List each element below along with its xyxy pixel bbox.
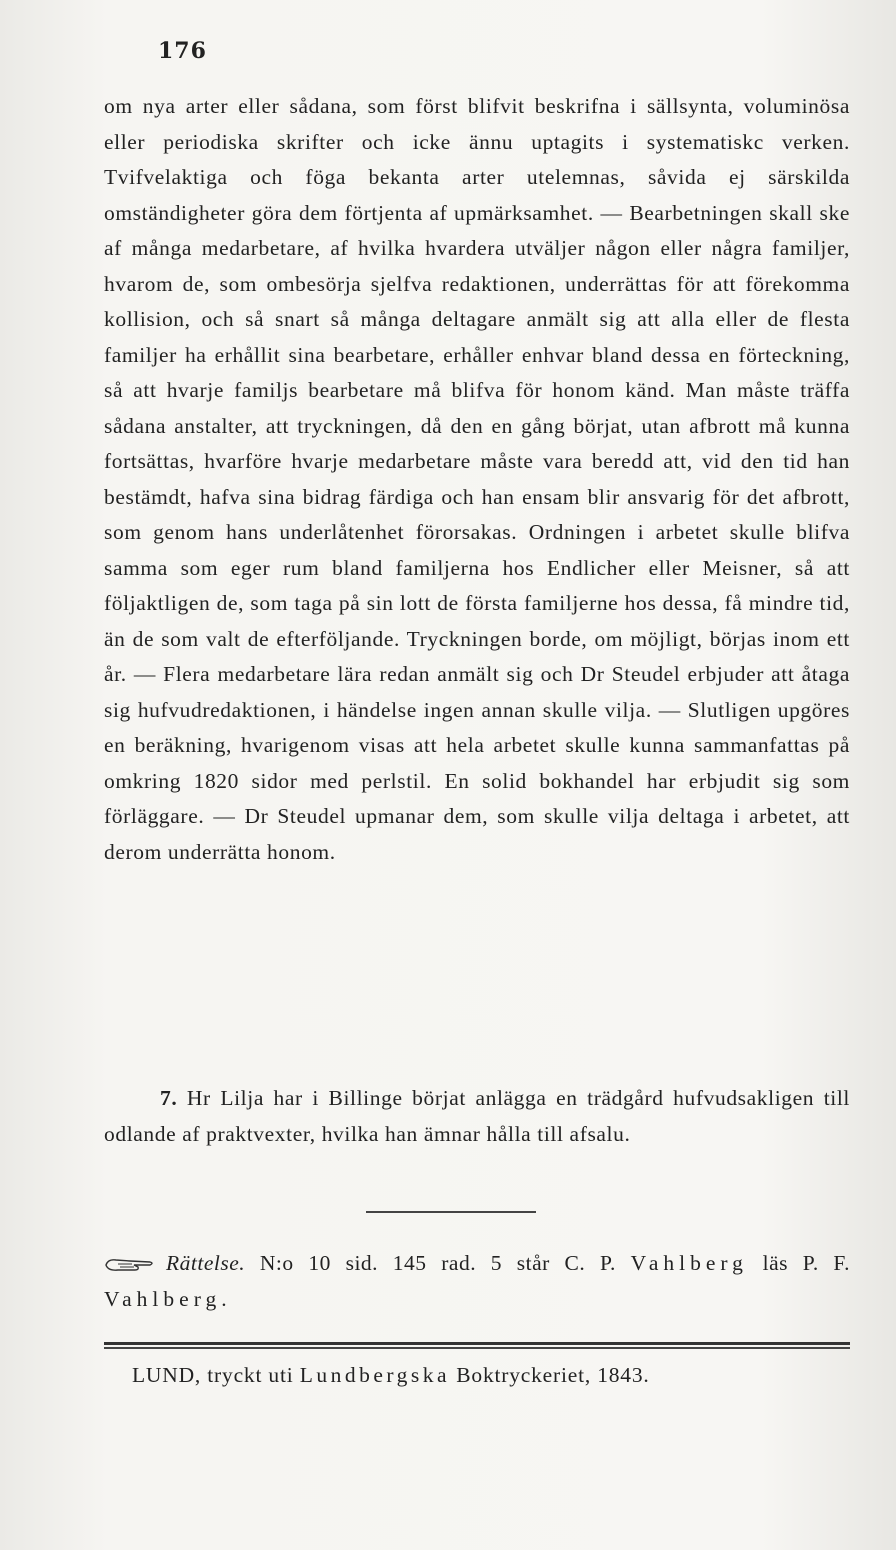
item-number: 7.	[160, 1086, 178, 1110]
imprint-printed: tryckt uti	[207, 1363, 294, 1387]
pointing-hand-icon	[104, 1256, 156, 1274]
section-divider	[366, 1211, 536, 1213]
erratum-correction: läs P. F.	[762, 1251, 851, 1275]
imprint-double-rule	[104, 1342, 850, 1350]
page-number: 176	[158, 38, 207, 64]
erratum-title: Rättelse.	[166, 1251, 246, 1275]
erratum-right-name: Vahlberg.	[104, 1286, 232, 1311]
imprint-printer-name: Lundbergska	[299, 1363, 451, 1387]
printer-imprint	[132, 1363, 650, 1388]
erratum-reference: N:o 10 sid. 145 rad. 5 står C. P.	[259, 1251, 616, 1275]
item-text: Hr Lilja har i Billinge börjat anlägga en trädgård hufvudsakligen till odlande af praktvexter, hvilka han ämnar hålla till afsalu.	[104, 1086, 850, 1146]
erratum-wrong-name: Vahlberg	[630, 1251, 748, 1275]
imprint-city: LUND,	[132, 1363, 202, 1387]
imprint-press: Boktryckeriet, 1843.	[456, 1363, 650, 1387]
erratum-note	[104, 1246, 850, 1317]
news-item-paragraph	[104, 1081, 850, 1152]
main-paragraph: om nya arter eller sådana, som först blifvit beskrifna i sällsynta, voluminösa eller periodiska skrifter och icke ännu uptagits i systematiskc verken. Tvifvelaktiga och föga bekanta arter utelemnas, såvida ej särskilda omständigheter göra dem förtjenta af upmärksamhet. — Bearbetningen skall ske af många medarbetare, af hvilka hvardera utväljer någon eller några familjer, hvarom de, som ombesörja sjelfva redaktionen, underrättas för att förekomma kollision, och så snart så många deltagare anmält sig att alla eller de flesta familjer ha erhållit sina bearbetare, erhåller enhvar bland dessa en förteckning, så att hvarje familjs bearbetare må blifva för honom känd. Man måste träffa sådana anstalter, att tryckningen, då den en gång börjat, utan afbrott må kunna fortsättas, hvarföre hvarje medarbetare måste vara beredd att, vid den tid han bestämdt, hafva sina bidrag färdiga och han ensam blir ansvarig för det afbrott, som genom hans underlåtenhet förorsakas. Ordningen i arbetet skulle blifva samma som eger rum bland familjerna hos Endlicher eller Meisner, så att följaktligen de, som taga på sin lott de första familjerne hos dessa, få mindre tid, än de som valt de efterföljande. Tryckningen borde, om möjligt, börjas inom ett år. — Flera medarbetare lära redan anmält sig och Dr Steudel erbjuder att åtaga sig hufvudredaktionen, i händelse ingen annan skulle vilja. — Slutligen upgöres en beräkning, hvarigenom visas att hela arbetet skulle kunna sammanfattas på omkring 1820 sidor med perlstil. En solid bokhandel har erbjudit sig som förläggare. — Dr Steudel upmanar dem, som skulle vilja deltaga i arbetet, att derom underrätta honom.	[104, 94, 850, 864]
